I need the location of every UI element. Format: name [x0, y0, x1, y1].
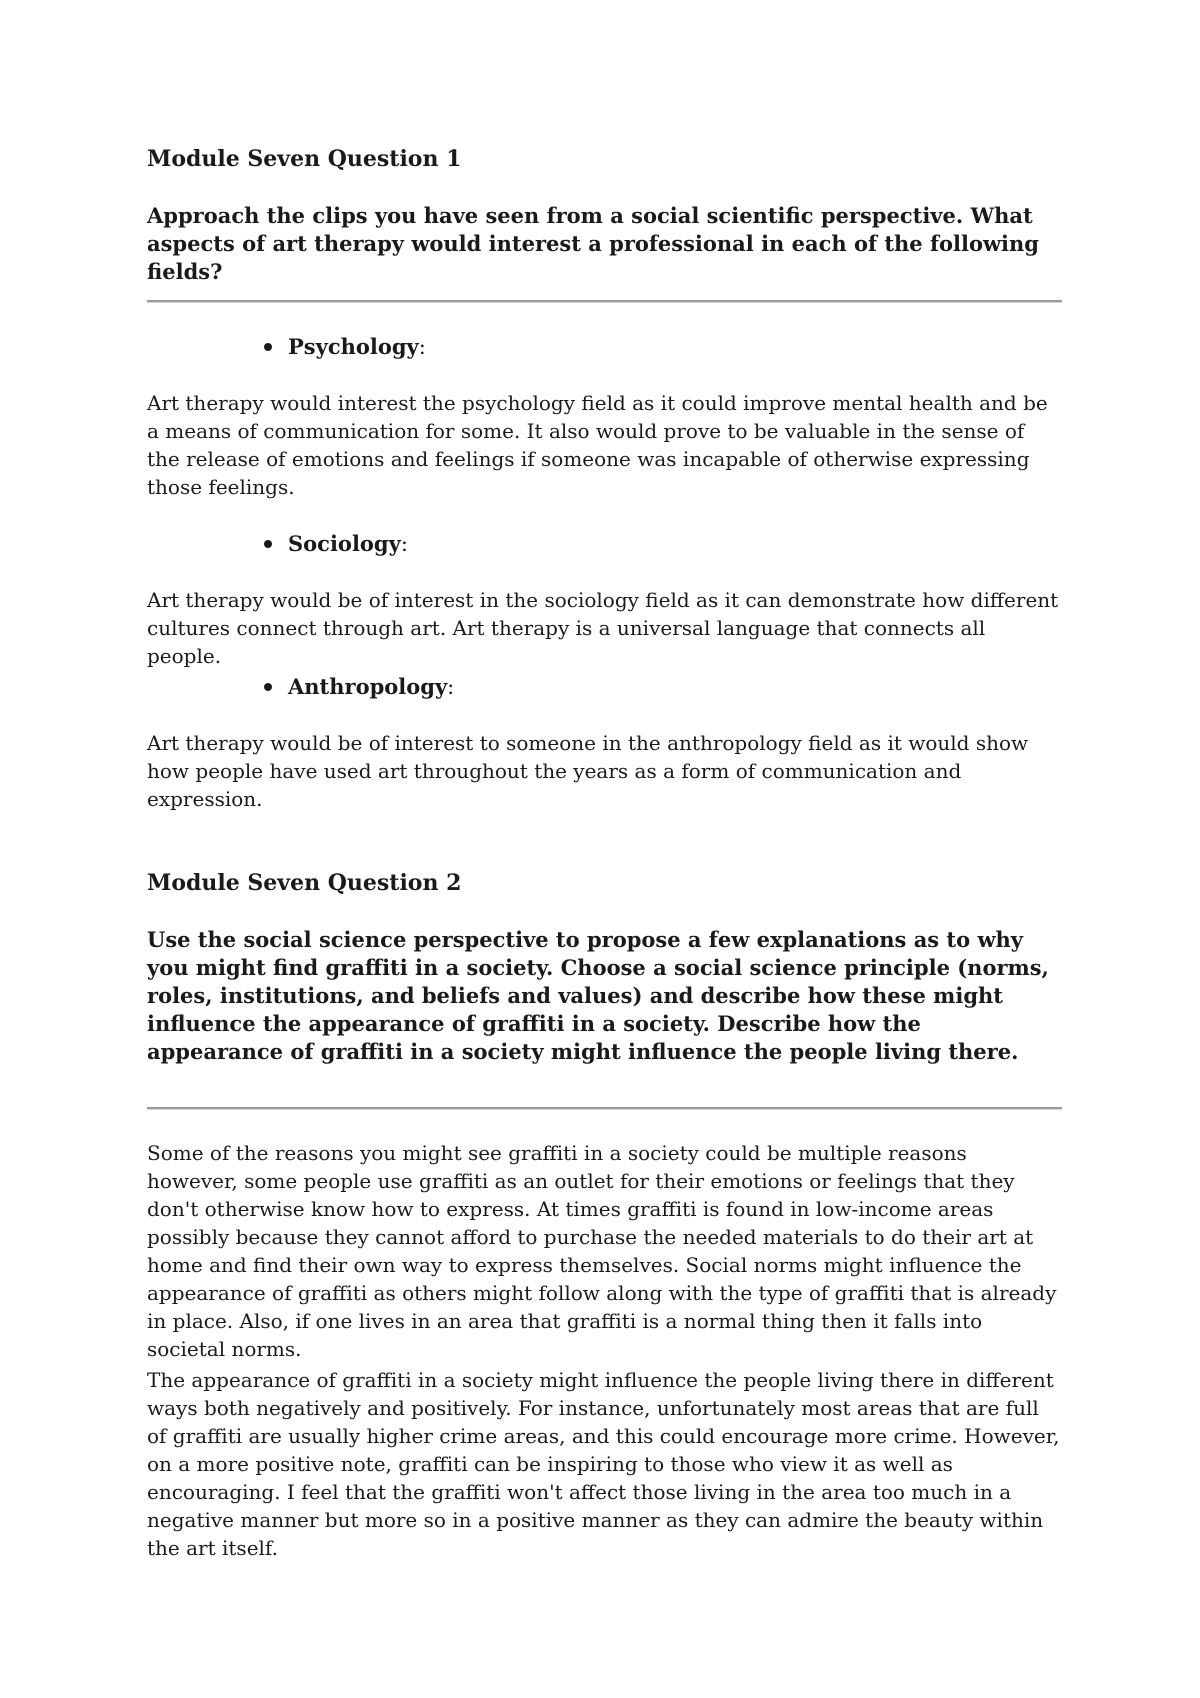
bullet-anthropology	[264, 673, 454, 701]
q1-heading: Module Seven Question 1	[147, 146, 462, 172]
bullet-icon	[264, 540, 272, 548]
q2-prompt: Use the social science perspective to propose a few explanations as to why you might find graffiti in a society. Choose a social science principle (norms, roles, institutions, and beliefs and values) and describe how these might influence the appearance of graffiti in a society. Describe how the appearance of graffiti in a society might influence the people living there.	[147, 927, 1049, 1064]
q1-prompt: Approach the clips you have seen from a social scientific perspective. What aspects of art therapy would interest a professional in each of the following fields?	[147, 203, 1039, 284]
field-term: Sociology	[288, 531, 401, 556]
sociology-answer: Art therapy would be of interest in the sociology field as it can demonstrate how different cultures connect through art. Art therapy is a universal language that connects all people.	[147, 588, 1059, 668]
q2-answer-1: Some of the reasons you might see graffiti in a society could be multiple reasons however, some people use graffiti as an outlet for their emotions or feelings that they don't otherwise know how to express. At times graffiti is found in low-income areas possibly because they cannot afford to purchase the needed materials to do their art at home and find their own way to express themselves. Social norms might influence the appearance of graffiti as others might follow along with the type of graffiti that is already in place. Also, if one lives in an area that graffiti is a normal thing then it falls into societal norms.	[147, 1141, 1057, 1361]
field-colon: :	[400, 532, 408, 556]
q2-divider	[147, 1107, 1062, 1110]
bullet-icon	[264, 343, 272, 351]
q2-heading: Module Seven Question 2	[147, 870, 462, 896]
anthropology-answer: Art therapy would be of interest to someone in the anthropology field as it would show how people have used art throughout the years as a form of communication and expression.	[147, 731, 1029, 811]
bullet-psychology	[264, 333, 426, 361]
bullet-icon	[264, 683, 272, 691]
q1-divider	[147, 300, 1062, 303]
field-term: Psychology	[288, 334, 419, 359]
field-colon: :	[447, 675, 455, 699]
field-colon: :	[418, 335, 426, 359]
field-term: Anthropology	[288, 674, 448, 699]
psychology-answer: Art therapy would interest the psychology field as it could improve mental health and be a means of communication for some. It also would prove to be valuable in the sense of the release of emotions and feelings if someone was incapable of otherwise expressing those feelings.	[147, 391, 1048, 499]
bullet-sociology	[264, 530, 408, 558]
q2-answer-2: The appearance of graffiti in a society might influence the people living there in different ways both negatively and positively. For instance, unfortunately most areas that are full of graffiti are usually higher crime areas, and this could encourage more crime. However, on a more positive note, graffiti can be inspiring to those who view it as well as encouraging. I feel that the graffiti won't affect those living in the area too much in a negative manner but more so in a positive manner as they can admire the beauty within the art itself.	[147, 1368, 1060, 1560]
